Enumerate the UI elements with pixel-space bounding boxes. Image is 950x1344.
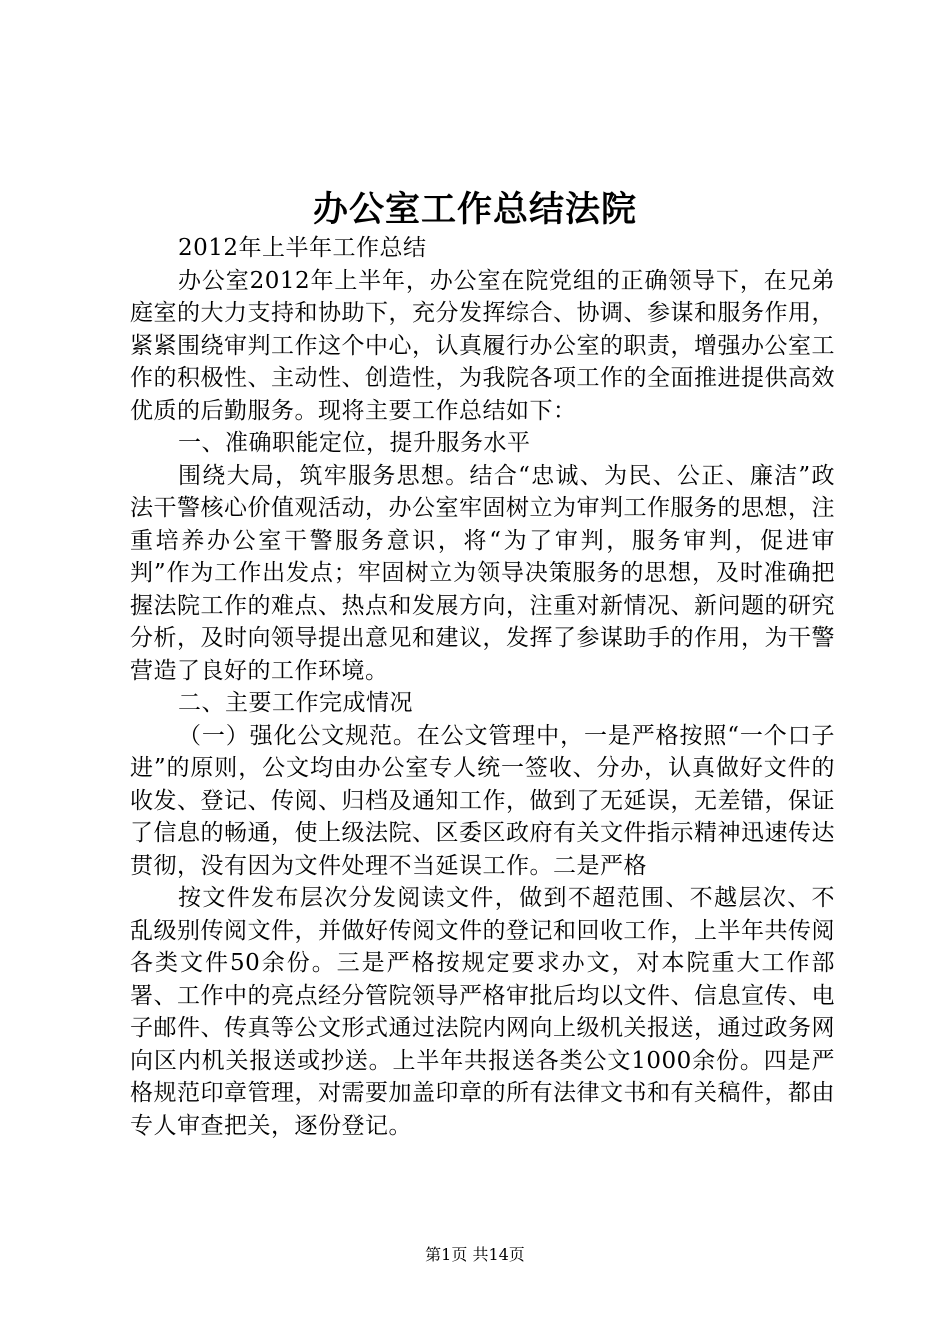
document-body — [130, 232, 835, 1142]
paragraph-subtitle: 2012年上半年工作总结 — [178, 235, 427, 261]
section-heading-2: 二、主要工作完成情况 — [178, 690, 413, 716]
page-number-footer: 第1页 共14页 — [425, 1245, 525, 1264]
paragraph-section-1: 围绕大局，筑牢服务思想。结合“忠诚、为民、公正、廉洁”政法干警核心价值观活动，办公室牢固树立为审判工作服务的思想，注重培养办公室干警服务意识，将“为了审判，服务审判，促进审判”作为工作出发点；牢固树立为领导决策服务的思想，及时准确把握法院工作的难点、热点和发展方向，注重对新情况、新问题的研究分析，及时向领导提出意见和建议，发挥了参谋助手的作用，为干警营造了良好的工作环境。 — [130, 462, 835, 684]
document-title: 办公室工作总结法院 — [312, 189, 637, 230]
section-heading-1: 一、准确职能定位，提升服务水平 — [178, 430, 531, 456]
paragraph-intro: 办公室2012年上半年，办公室在院党组的正确领导下，在兄弟庭室的大力支持和协助下，充分发挥综合、协调、参谋和服务作用，紧紧围绕审判工作这个中心，认真履行办公室的职责，增强办公室工作的积极性、主动性、创造性，为我院各项工作的全面推进提供高效优质的后勤服务。现将主要工作总结如下： — [130, 267, 835, 424]
paragraph-document-standard: （一）强化公文规范。在公文管理中，一是严格按照“一个口子进”的原则，公文均由办公室专人统一签收、分办，认真做好文件的收发、登记、传阅、归档及通知工作，做到了无延误，无差错，保证了信息的畅通，使上级法院、区委区政府有关文件指示精神迅速传达贯彻，没有因为文件处理不当延误工作。二是严格 — [130, 722, 835, 879]
paragraph-document-distribution: 按文件发布层次分发阅读文件，做到不超范围、不越层次、不乱级别传阅文件，并做好传阅文件的登记和回收工作，上半年共传阅各类文件50余份。三是严格按规定要求办文，对本院重大工作部署、工作中的亮点经分管院领导严格审批后均以文件、信息宣传、电子邮件、传真等公文形式通过法院内网向上级机关报送，通过政务网向区内机关报送或抄送。上半年共报送各类公文1000余份。四是严格规范印章管理，对需要加盖印章的所有法律文书和有关稿件，都由专人审查把关，逐份登记。 — [130, 885, 835, 1139]
